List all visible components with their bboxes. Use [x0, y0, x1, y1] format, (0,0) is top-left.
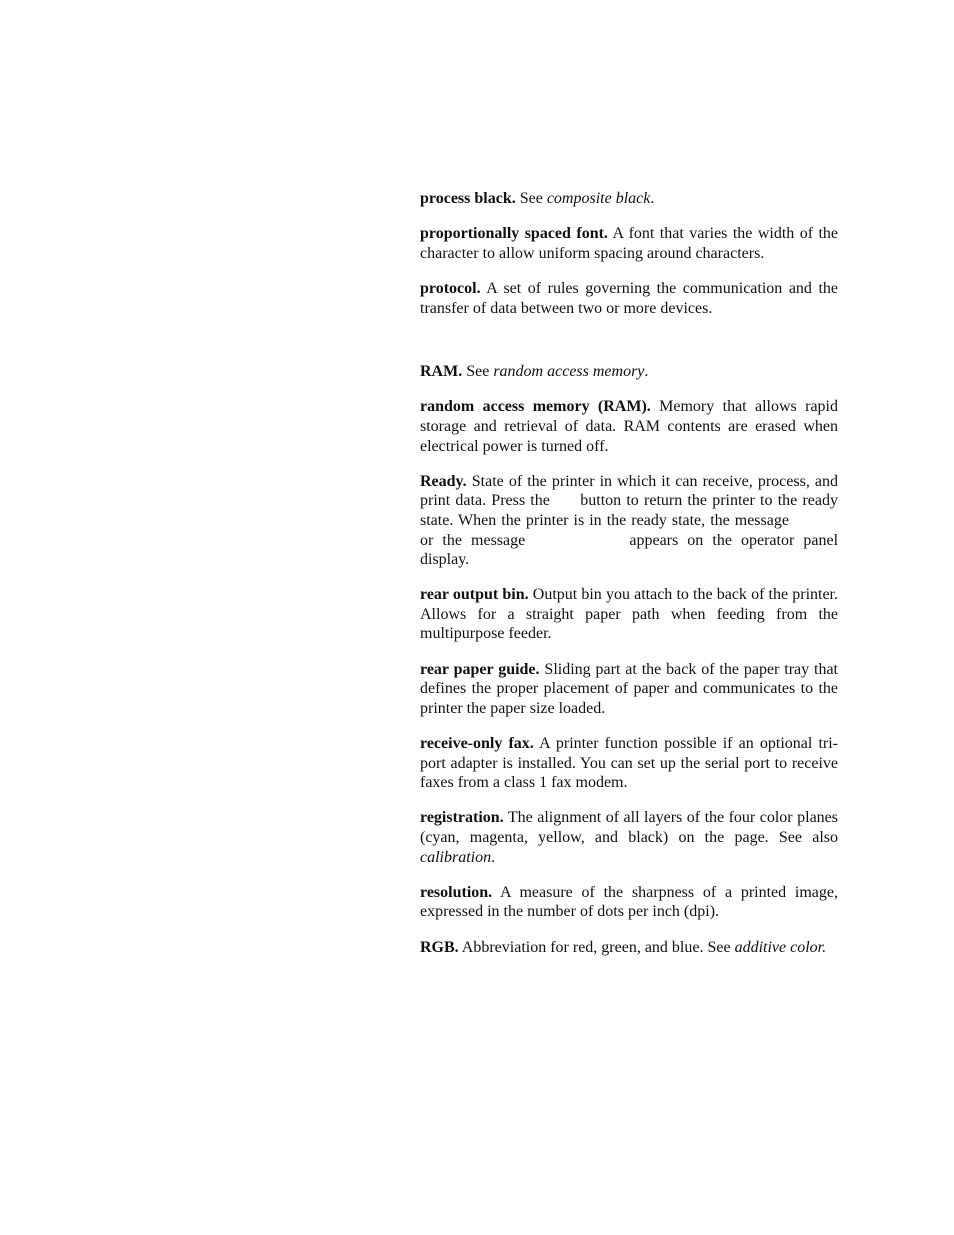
- glossary-term: RGB.: [420, 938, 459, 956]
- glossary-entry-process-black: [420, 189, 838, 209]
- glossary-term: resolution.: [420, 883, 493, 901]
- glossary-definition: Abbreviation for red, green, and blue. See: [458, 938, 735, 956]
- glossary-term: registration.: [420, 809, 504, 827]
- glossary-entry-random-access-memory: [420, 397, 838, 456]
- glossary-definition: or the message: [420, 531, 535, 549]
- glossary-definition: appears on the operator panel display.: [420, 531, 839, 569]
- glossary-entry-registration: [420, 808, 838, 867]
- glossary-cross-reference: composite black: [546, 190, 651, 207]
- glossary-cross-reference: calibration: [420, 848, 492, 866]
- glossary-definition: See: [462, 363, 494, 381]
- glossary-definition: State of the printer in which it can receive, process, and print data. Press the: [420, 472, 838, 510]
- glossary-definition: The alignment of all layers of the four color planes (cyan, magenta, yellow, and black) on the page. See also: [420, 809, 838, 846]
- glossary-term: process black.: [420, 190, 516, 207]
- glossary-definition: Output bin you attach to the back of the printer. Allows for a straight paper path when feeding from the multipurpose feeder.: [420, 586, 839, 643]
- glossary-term: rear paper guide.: [420, 660, 540, 678]
- glossary-definition: Sliding part at the back of the paper tray that defines the proper placement of paper and communicates to the printer the paper size loaded.: [420, 660, 839, 717]
- glossary-term: Ready.: [420, 472, 467, 490]
- glossary-definition: A set of rules governing the communication and the transfer of data between two or more devices.: [420, 279, 838, 317]
- glossary-entry-ready: [420, 472, 838, 570]
- glossary-entry-protocol: [420, 279, 838, 318]
- glossary-punctuation: .: [650, 190, 655, 207]
- glossary-entry-proportionally-spaced-font: [420, 224, 838, 263]
- glossary-punctuation: .: [491, 848, 496, 866]
- glossary-entry-rear-paper-guide: [420, 660, 838, 719]
- glossary-definition: A printer function possible if an optional tri-port adapter is installed. You can set up the serial port to receive faxes from a class 1 fax modem.: [420, 735, 838, 792]
- glossary-punctuation: .: [644, 363, 649, 381]
- glossary-definition: button to return the printer to the ready state. When the printer is in the ready state, the message: [420, 492, 838, 529]
- glossary-entry-receive-only-fax: [420, 734, 838, 793]
- glossary-term: receive-only fax.: [420, 735, 534, 753]
- glossary-definition: A font that varies the width of the character to allow uniform spacing around characters.: [420, 225, 838, 262]
- glossary-entry-ram: [420, 362, 838, 382]
- glossary-entry-rgb: [420, 938, 838, 958]
- glossary-entry-resolution: [420, 883, 838, 922]
- glossary-cross-reference: additive color.: [734, 938, 827, 956]
- glossary-entry-rear-output-bin: [420, 585, 838, 644]
- glossary-definition: Memory that allows rapid storage and retrieval of data. RAM contents are erased when electrical power is turned off.: [420, 398, 838, 455]
- glossary-term: RAM.: [420, 363, 463, 381]
- glossary-term: random access memory (RAM).: [420, 398, 651, 416]
- glossary-definition: See: [515, 190, 547, 207]
- glossary-list: [420, 189, 838, 973]
- glossary-term: proportionally spaced font.: [420, 225, 608, 243]
- glossary-term: protocol.: [420, 279, 481, 297]
- glossary-cross-reference: random access memory: [493, 363, 645, 381]
- glossary-definition: A measure of the sharpness of a printed image, expressed in the number of dots per inch (dpi).: [420, 883, 838, 921]
- glossary-term: rear output bin.: [420, 586, 529, 604]
